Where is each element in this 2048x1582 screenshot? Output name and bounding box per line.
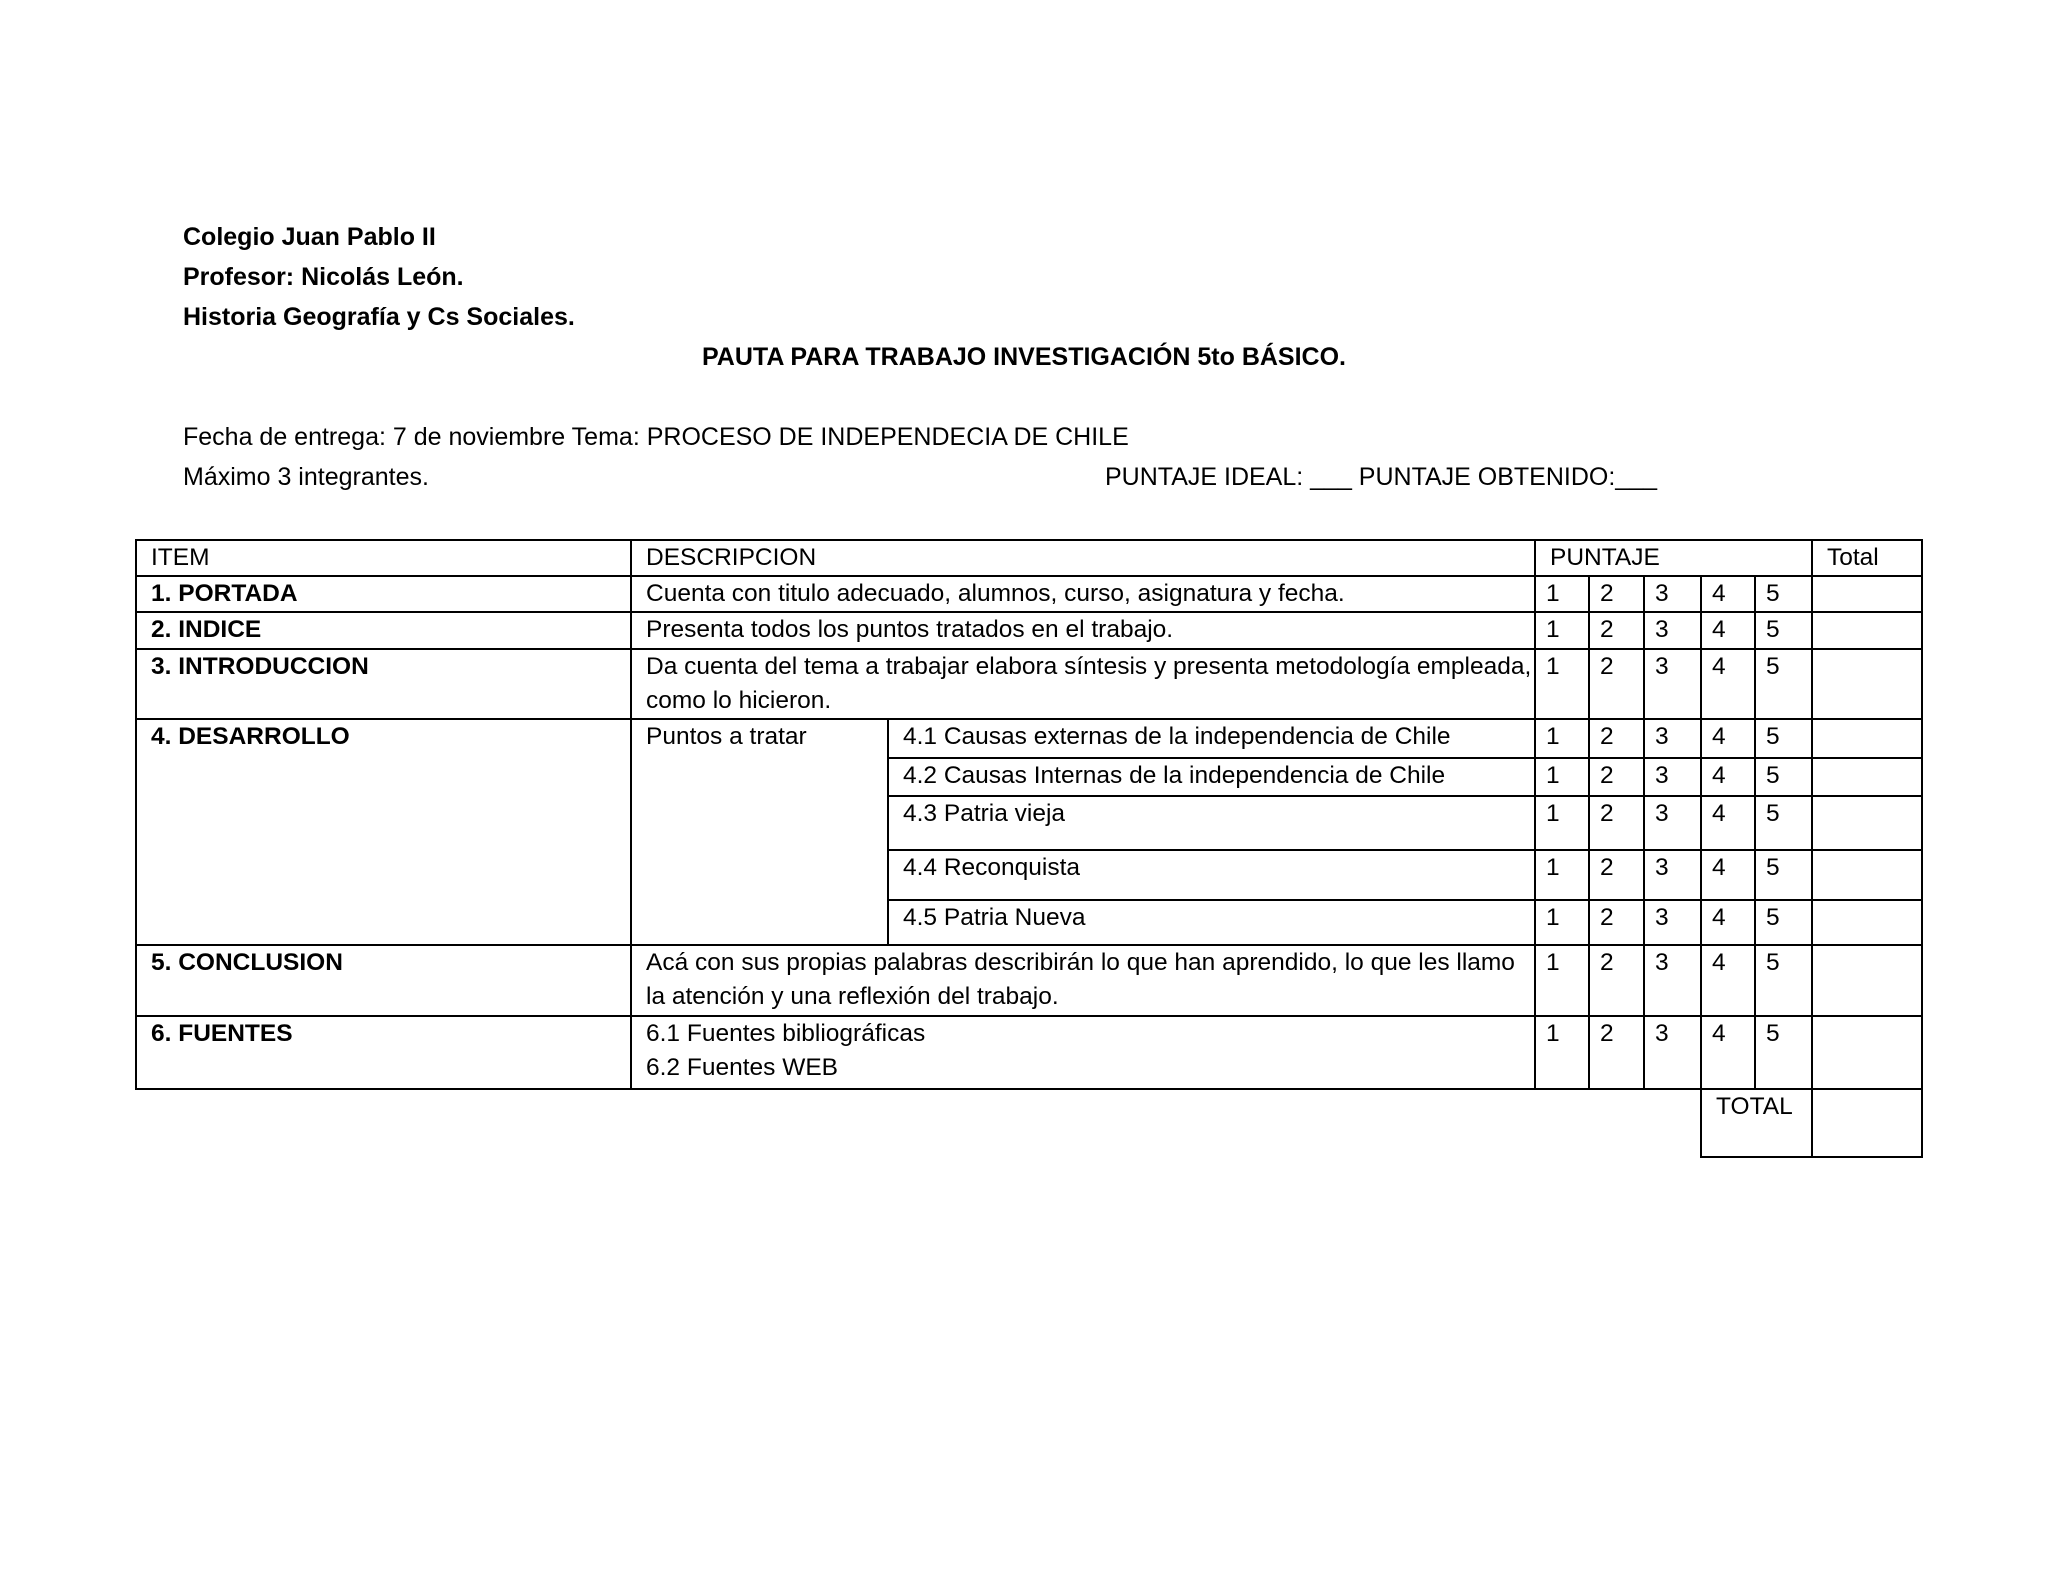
score-1: 1 xyxy=(1535,796,1589,850)
total-cell xyxy=(1812,719,1922,758)
score-3: 3 xyxy=(1644,900,1701,945)
subitem-description: 4.4 Reconquista xyxy=(888,850,1535,900)
school-name: Colegio Juan Pablo II xyxy=(183,223,436,251)
header-item: ITEM xyxy=(136,540,631,576)
score-5: 5 xyxy=(1755,612,1812,649)
total-cell xyxy=(1812,1016,1922,1089)
row-desarrollo-4-1 xyxy=(136,719,1922,758)
score-5: 5 xyxy=(1755,945,1812,1016)
total-cell xyxy=(1812,612,1922,649)
score-1: 1 xyxy=(1535,850,1589,900)
item-label: 1. PORTADA xyxy=(136,576,631,612)
score-4: 4 xyxy=(1701,796,1755,850)
score-5: 5 xyxy=(1755,649,1812,719)
score-5: 5 xyxy=(1755,796,1812,850)
score-4: 4 xyxy=(1701,719,1755,758)
teacher-name: Profesor: Nicolás León. xyxy=(183,263,464,291)
score-2: 2 xyxy=(1589,576,1644,612)
score-2: 2 xyxy=(1589,900,1644,945)
score-summary: PUNTAJE IDEAL: ___ PUNTAJE OBTENIDO:___ xyxy=(1105,463,1658,491)
score-2: 2 xyxy=(1589,945,1644,1016)
item-label: 2. INDICE xyxy=(136,612,631,649)
score-4: 4 xyxy=(1701,850,1755,900)
score-3: 3 xyxy=(1644,612,1701,649)
total-cell xyxy=(1812,796,1922,850)
score-1: 1 xyxy=(1535,900,1589,945)
source-web: 6.2 Fuentes WEB xyxy=(646,1054,839,1081)
subitem-description: 4.3 Patria vieja xyxy=(888,796,1535,850)
max-members: Máximo 3 integrantes. xyxy=(183,463,429,491)
score-5: 5 xyxy=(1755,758,1812,796)
row-total xyxy=(136,1089,1922,1157)
score-2: 2 xyxy=(1589,796,1644,850)
total-cell xyxy=(1812,649,1922,719)
item-description xyxy=(631,1016,1535,1089)
due-date-topic: Fecha de entrega: 7 de noviembre Tema: PROCESO DE INDEPENDECIA DE CHILE xyxy=(183,423,1129,451)
score-5: 5 xyxy=(1755,1016,1812,1089)
score-5: 5 xyxy=(1755,576,1812,612)
total-cell xyxy=(1812,900,1922,945)
header-score: PUNTAJE xyxy=(1535,540,1812,576)
item-description: Cuenta con titulo adecuado, alumnos, curso, asignatura y fecha. xyxy=(631,576,1535,612)
score-3: 3 xyxy=(1644,945,1701,1016)
subitem-description: 4.1 Causas externas de la independencia de Chile xyxy=(888,719,1535,758)
subitem-description: 4.5 Patria Nueva xyxy=(888,900,1535,945)
score-4: 4 xyxy=(1701,1016,1755,1089)
score-1: 1 xyxy=(1535,612,1589,649)
score-3: 3 xyxy=(1644,850,1701,900)
total-label: TOTAL xyxy=(1701,1089,1812,1157)
source-bibliographic: 6.1 Fuentes bibliográficas xyxy=(646,1020,926,1047)
total-cell xyxy=(1812,850,1922,900)
score-4: 4 xyxy=(1701,945,1755,1016)
score-1: 1 xyxy=(1535,1016,1589,1089)
score-3: 3 xyxy=(1644,1016,1701,1089)
row-conclusion xyxy=(136,945,1922,1016)
score-5: 5 xyxy=(1755,900,1812,945)
subject-name: Historia Geografía y Cs Sociales. xyxy=(183,303,575,331)
empty-area xyxy=(136,1089,1701,1157)
row-introduccion xyxy=(136,649,1922,719)
score-3: 3 xyxy=(1644,576,1701,612)
item-label: 3. INTRODUCCION xyxy=(136,649,631,719)
row-indice xyxy=(136,612,1922,649)
item-label: 4. DESARROLLO xyxy=(136,719,631,945)
total-cell xyxy=(1812,576,1922,612)
score-4: 4 xyxy=(1701,576,1755,612)
score-4: 4 xyxy=(1701,612,1755,649)
score-2: 2 xyxy=(1589,1016,1644,1089)
item-label: 6. FUENTES xyxy=(136,1016,631,1089)
score-4: 4 xyxy=(1701,900,1755,945)
header-total: Total xyxy=(1812,540,1922,576)
score-2: 2 xyxy=(1589,850,1644,900)
score-4: 4 xyxy=(1701,758,1755,796)
score-5: 5 xyxy=(1755,850,1812,900)
score-3: 3 xyxy=(1644,796,1701,850)
total-cell xyxy=(1812,758,1922,796)
points-label: Puntos a tratar xyxy=(631,719,888,945)
header-description: DESCRIPCION xyxy=(631,540,1535,576)
grand-total-cell xyxy=(1812,1089,1922,1157)
score-5: 5 xyxy=(1755,719,1812,758)
item-label: 5. CONCLUSION xyxy=(136,945,631,1016)
score-3: 3 xyxy=(1644,649,1701,719)
row-portada xyxy=(136,576,1922,612)
score-3: 3 xyxy=(1644,719,1701,758)
score-2: 2 xyxy=(1589,719,1644,758)
score-1: 1 xyxy=(1535,945,1589,1016)
score-1: 1 xyxy=(1535,649,1589,719)
rubric-table xyxy=(135,539,1923,1158)
row-fuentes xyxy=(136,1016,1922,1089)
score-1: 1 xyxy=(1535,576,1589,612)
score-2: 2 xyxy=(1589,758,1644,796)
score-4: 4 xyxy=(1701,649,1755,719)
item-description: Da cuenta del tema a trabajar elabora síntesis y presenta metodología empleada, como lo hicieron. xyxy=(631,649,1535,719)
item-description: Presenta todos los puntos tratados en el trabajo. xyxy=(631,612,1535,649)
total-cell xyxy=(1812,945,1922,1016)
document-title: PAUTA PARA TRABAJO INVESTIGACIÓN 5to BÁSICO. xyxy=(701,343,1346,371)
score-2: 2 xyxy=(1589,612,1644,649)
score-3: 3 xyxy=(1644,758,1701,796)
subitem-description: 4.2 Causas Internas de la independencia de Chile xyxy=(888,758,1535,796)
score-1: 1 xyxy=(1535,719,1589,758)
item-description: Acá con sus propias palabras describirán lo que han aprendido, lo que les llamo la atención y una reflexión del trabajo. xyxy=(631,945,1535,1016)
score-2: 2 xyxy=(1589,649,1644,719)
score-1: 1 xyxy=(1535,758,1589,796)
header-row xyxy=(136,540,1922,576)
